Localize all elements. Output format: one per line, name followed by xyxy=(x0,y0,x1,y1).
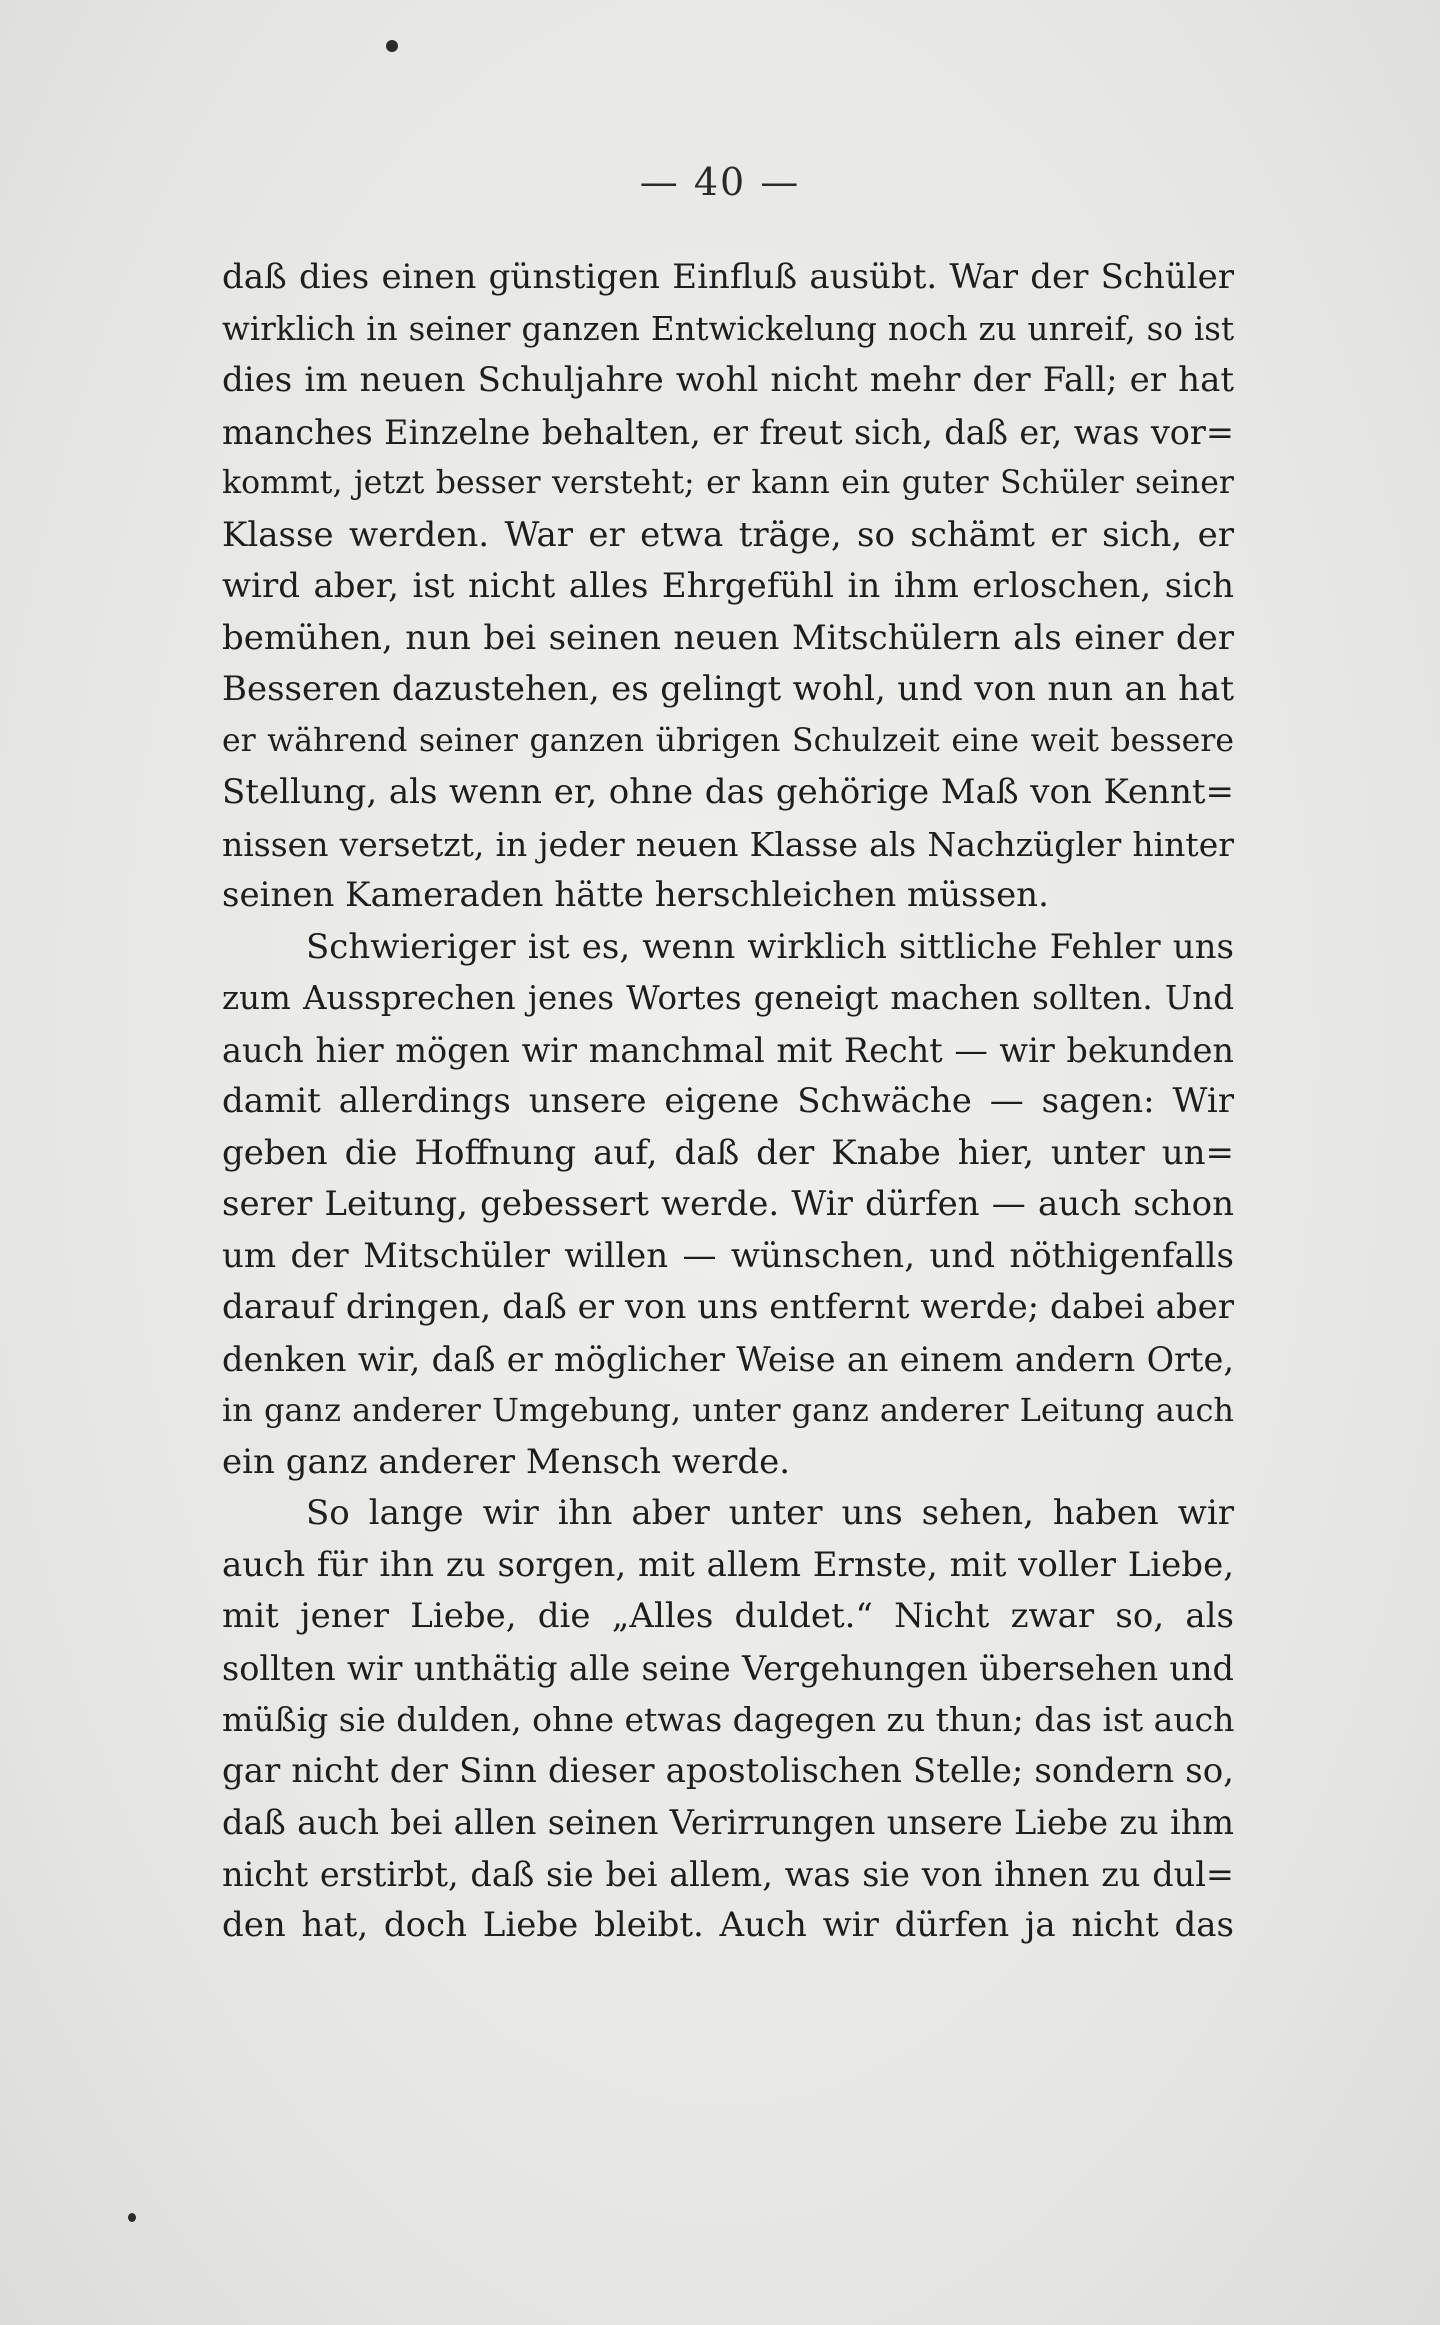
text-line: daß dies einen günstigen Einfluß ausübt. War der Schüler xyxy=(222,257,1234,297)
text-line: kommt, jetzt besser versteht; er kann ein guter Schüler seiner xyxy=(222,465,1234,501)
text-line: um der Mitschüler willen — wünschen, und nöthigenfalls xyxy=(222,1235,1234,1276)
text-line: dies im neuen Schuljahre wohl nicht mehr der Fall; er hat xyxy=(222,360,1234,400)
text-line: Schwieriger ist es, wenn wirklich sittliche Fehler uns xyxy=(306,926,1234,967)
page-number: — 40 — xyxy=(639,160,801,204)
text-line: Stellung, als wenn er, ohne das gehörige Maß von Kennt= xyxy=(222,772,1234,812)
text-line: in ganz anderer Umgebung, unter ganz anderer Leitung auch xyxy=(222,1391,1234,1429)
text-line: denken wir, daß er möglicher Weise an einem andern Orte, xyxy=(222,1339,1234,1379)
text-line: daß auch bei allen seinen Verirrungen unsere Liebe zu ihm xyxy=(222,1803,1234,1842)
text-line: er während seiner ganzen übrigen Schulzeit eine weit bessere xyxy=(222,722,1234,759)
text-line: Klasse werden. War er etwa träge, so schämt er sich, er xyxy=(222,514,1234,555)
text-line: sollten wir unthätig alle seine Vergehungen übersehen und xyxy=(222,1648,1234,1688)
body-text xyxy=(222,252,1234,1952)
text-line: auch hier mögen wir manchmal mit Recht — wir bekunden xyxy=(222,1030,1234,1070)
text-line: mit jener Liebe, die „Alles duldet.“ Nicht zwar so, als xyxy=(222,1596,1234,1636)
text-line: So lange wir ihn aber unter uns sehen, haben wir xyxy=(306,1493,1234,1533)
text-line: darauf dringen, daß er von uns entfernt werde; dabei aber xyxy=(222,1287,1234,1327)
text-line: nissen versetzt, in jeder neuen Klasse als Nachzügler hinter xyxy=(222,824,1234,864)
text-line: den hat, doch Liebe bleibt. Auch wir dürfen ja nicht das xyxy=(222,1905,1234,1945)
text-line: müßig sie dulden, ohne etwas dagegen zu thun; das ist auch xyxy=(222,1700,1234,1739)
text-line: bemühen, nun bei seinen neuen Mitschülern als einer der xyxy=(222,617,1234,658)
text-line: seinen Kameraden hätte herschleichen müssen. xyxy=(222,875,1049,915)
text-line: manches Einzelne behalten, er freut sich, daß er, was vor= xyxy=(222,412,1234,452)
text-line: zum Aussprechen jenes Wortes geneigt machen sollten. Und xyxy=(222,979,1234,1017)
text-line: ein ganz anderer Mensch werde. xyxy=(222,1441,791,1482)
text-line: geben die Hoffnung auf, daß der Knabe hier, unter un= xyxy=(222,1132,1234,1173)
ink-speck-top xyxy=(386,40,398,52)
text-line: wirklich in seiner ganzen Entwickelung noch zu unreif, so ist xyxy=(222,309,1234,348)
text-line: nicht erstirbt, daß sie bei allem, was sie von ihnen zu dul= xyxy=(222,1854,1234,1894)
text-line: auch für ihn zu sorgen, mit allem Ernste, mit voller Liebe, xyxy=(222,1544,1234,1585)
text-line: damit allerdings unsere eigene Schwäche — sagen: Wir xyxy=(222,1081,1234,1121)
text-line: wird aber, ist nicht alles Ehrgefühl in ihm erloschen, sich xyxy=(222,566,1234,606)
text-line: gar nicht der Sinn dieser apostolischen Stelle; sondern so, xyxy=(222,1750,1234,1791)
text-line: serer Leitung, gebessert werde. Wir dürfen — auch schon xyxy=(222,1184,1234,1224)
text-line: Besseren dazustehen, es gelingt wohl, und von nun an hat xyxy=(222,669,1234,709)
ink-speck-bottom xyxy=(128,2213,136,2222)
